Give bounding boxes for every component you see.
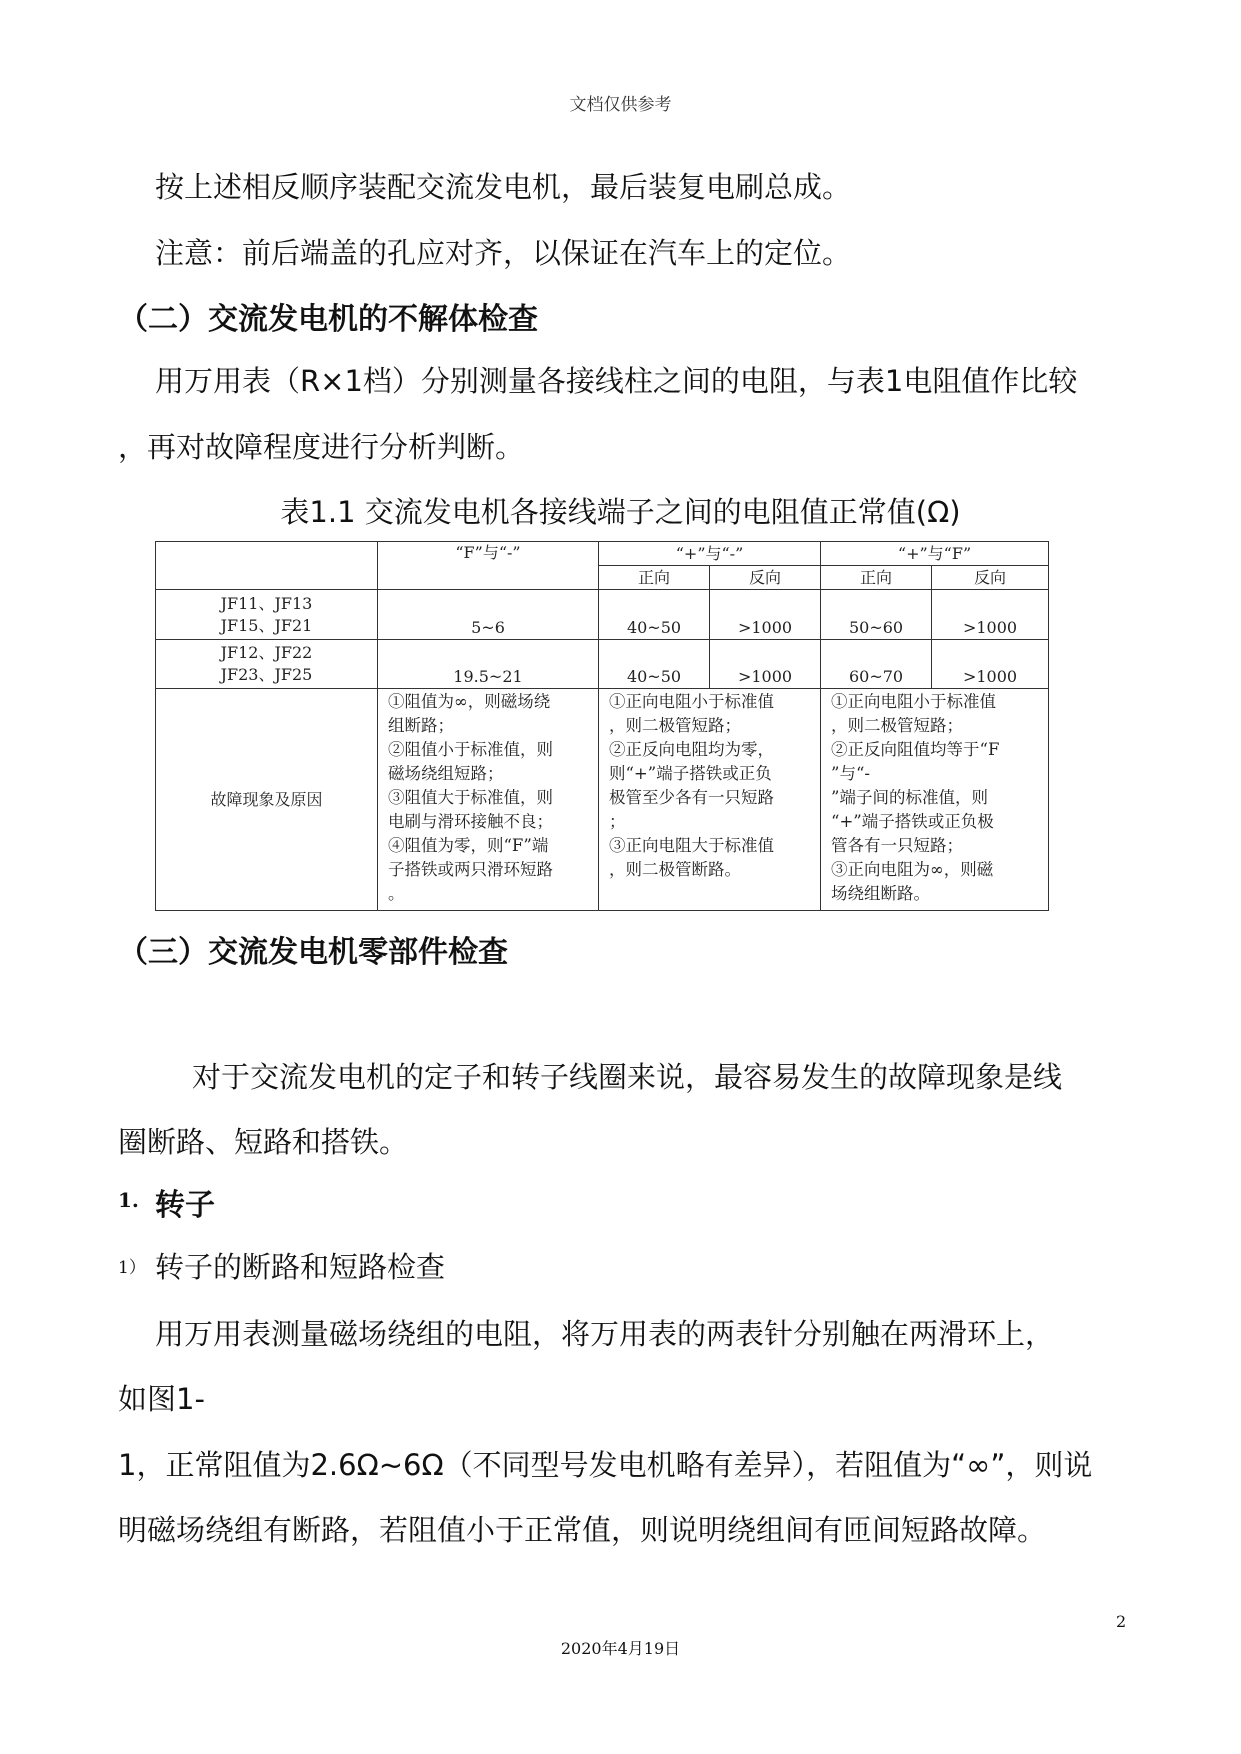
cause-plus-f: [821, 689, 1049, 911]
paragraph-rotor-line1: 用万用表测量磁场绕组的电阻，将万用表的两表针分别触在两滑环上，: [155, 1317, 1055, 1351]
model-line: JF23、JF25: [220, 665, 313, 684]
cause-line: ①正向电阻小于标准值: [609, 692, 774, 711]
value-cell: >1000: [710, 640, 821, 689]
table-caption: 表1.1 交流发电机各接线端子之间的电阻值正常值(Ω): [280, 495, 961, 529]
page-header: 文档仅供参考: [569, 95, 672, 115]
value-cell: 60~70: [821, 640, 932, 689]
cause-line: 子搭铁或两只滑环短路: [388, 860, 553, 879]
subheading-number: 1）: [118, 1258, 146, 1278]
cause-line: ④阻值为零，则“F”端: [388, 836, 549, 855]
section-heading-3: （三）交流发电机零部件检查: [118, 935, 508, 970]
paragraph-measure-line1: 用万用表（R×1档）分别测量各接线柱之间的电阻，与表1电阻值作比较: [155, 364, 1078, 398]
cause-f-minus: [378, 689, 599, 911]
model-line: JF15、JF21: [220, 615, 313, 635]
subheader-forward: 正向: [599, 566, 710, 590]
rotor-heading-number: 1.: [118, 1188, 139, 1212]
table-row-causes: [156, 689, 1049, 911]
value-cell: 40~50: [599, 590, 710, 640]
table-row: [156, 590, 1049, 640]
cause-line: ，则二极管短路；: [609, 716, 741, 735]
paragraph-note: 注意：前后端盖的孔应对齐，以保证在汽车上的定位。: [155, 236, 852, 270]
subheader-reverse: 反向: [932, 566, 1049, 590]
header-plus-f: “+”与“F”: [821, 542, 1049, 566]
cause-line: ③阻值大于标准值，则: [388, 788, 553, 807]
cause-line: ②正反向阻值均等于“F: [831, 740, 1000, 759]
page-number: 2: [1116, 1612, 1127, 1631]
cause-line: ①正向电阻小于标准值: [831, 692, 997, 711]
subheader-forward: 正向: [821, 566, 932, 590]
paragraph-rotor-line3: 1，正常阻值为2.6Ω~6Ω（不同型号发电机略有差异），若阻值为“∞”，则说: [118, 1448, 1093, 1482]
value-cell: >1000: [710, 590, 821, 640]
value-cell: 5~6: [378, 590, 599, 640]
table-header-row: [156, 542, 1049, 566]
page-footer-date: 2020年4月19日: [560, 1639, 681, 1658]
value-cell: >1000: [932, 590, 1049, 640]
cause-line: ；: [609, 812, 626, 831]
cause-line: ③正向电阻为∞，则磁: [831, 860, 994, 879]
cause-line: 磁场绕组短路；: [388, 764, 504, 783]
cause-line: 场绕组断路。: [831, 884, 931, 903]
cause-line: ”与“-: [831, 764, 870, 783]
cause-line: 。: [388, 884, 405, 903]
cause-line: 管各有一只短路；: [831, 836, 964, 855]
cause-line: ①阻值为∞，则磁场绕: [388, 692, 551, 711]
paragraph-rotor-line4: 明磁场绕组有断路，若阻值小于正常值，则说明绕组间有匝间短路故障。: [118, 1513, 1047, 1547]
model-line: JF11、JF13: [220, 593, 313, 613]
paragraph-faults-line2: 圈断路、短路和搭铁。: [118, 1125, 409, 1159]
header-f-minus: “F”与“-”: [378, 542, 599, 590]
cause-line: 则“+”端子搭铁或正负: [609, 764, 772, 783]
model-line: JF12、JF22: [220, 643, 313, 662]
paragraph-faults-line1: 对于交流发电机的定子和转子线圈来说，最容易发生的故障现象是线: [192, 1060, 1063, 1094]
paragraph-measure-line2: ，再对故障程度进行分析判断。: [118, 430, 525, 464]
value-cell: 40~50: [599, 640, 710, 689]
model-cell: [156, 640, 378, 689]
cause-line: 组断路；: [388, 716, 454, 735]
cause-line: ②正反向电阻均为零，: [609, 740, 774, 759]
subheader-reverse: 反向: [710, 566, 821, 590]
cause-line: ，则二极管短路；: [831, 716, 964, 735]
resistance-table: [155, 541, 1049, 911]
header-plus-minus: “+”与“-”: [599, 542, 821, 566]
cause-line: ③正向电阻大于标准值: [609, 836, 774, 855]
cause-line: 电刷与滑环接触不良；: [388, 812, 553, 831]
value-cell: >1000: [932, 640, 1049, 689]
paragraph-assembly: 按上述相反顺序装配交流发电机，最后装复电刷总成。: [155, 170, 852, 204]
cause-plus-minus: [599, 689, 821, 911]
section-heading-2: （二）交流发电机的不解体检查: [118, 302, 538, 337]
cause-line: ②阻值小于标准值，则: [388, 740, 553, 759]
subheading-rotor-check: 转子的断路和短路检查: [155, 1250, 446, 1284]
cause-line: ”端子间的标准值，则: [831, 788, 988, 807]
value-cell: 19.5~21: [378, 640, 599, 689]
cause-label: 故障现象及原因: [156, 689, 378, 911]
cause-line: “+”端子搭铁或正负极: [831, 812, 994, 831]
cause-line: ，则二极管断路。: [609, 860, 741, 879]
table-row: [156, 640, 1049, 689]
cause-line: 极管至少各有一只短路: [609, 788, 774, 807]
table-corner-cell: [156, 542, 378, 590]
rotor-heading: 转子: [155, 1188, 215, 1223]
value-cell: 50~60: [821, 590, 932, 640]
model-cell: [156, 590, 378, 640]
paragraph-rotor-line2: 如图1-: [118, 1382, 205, 1416]
